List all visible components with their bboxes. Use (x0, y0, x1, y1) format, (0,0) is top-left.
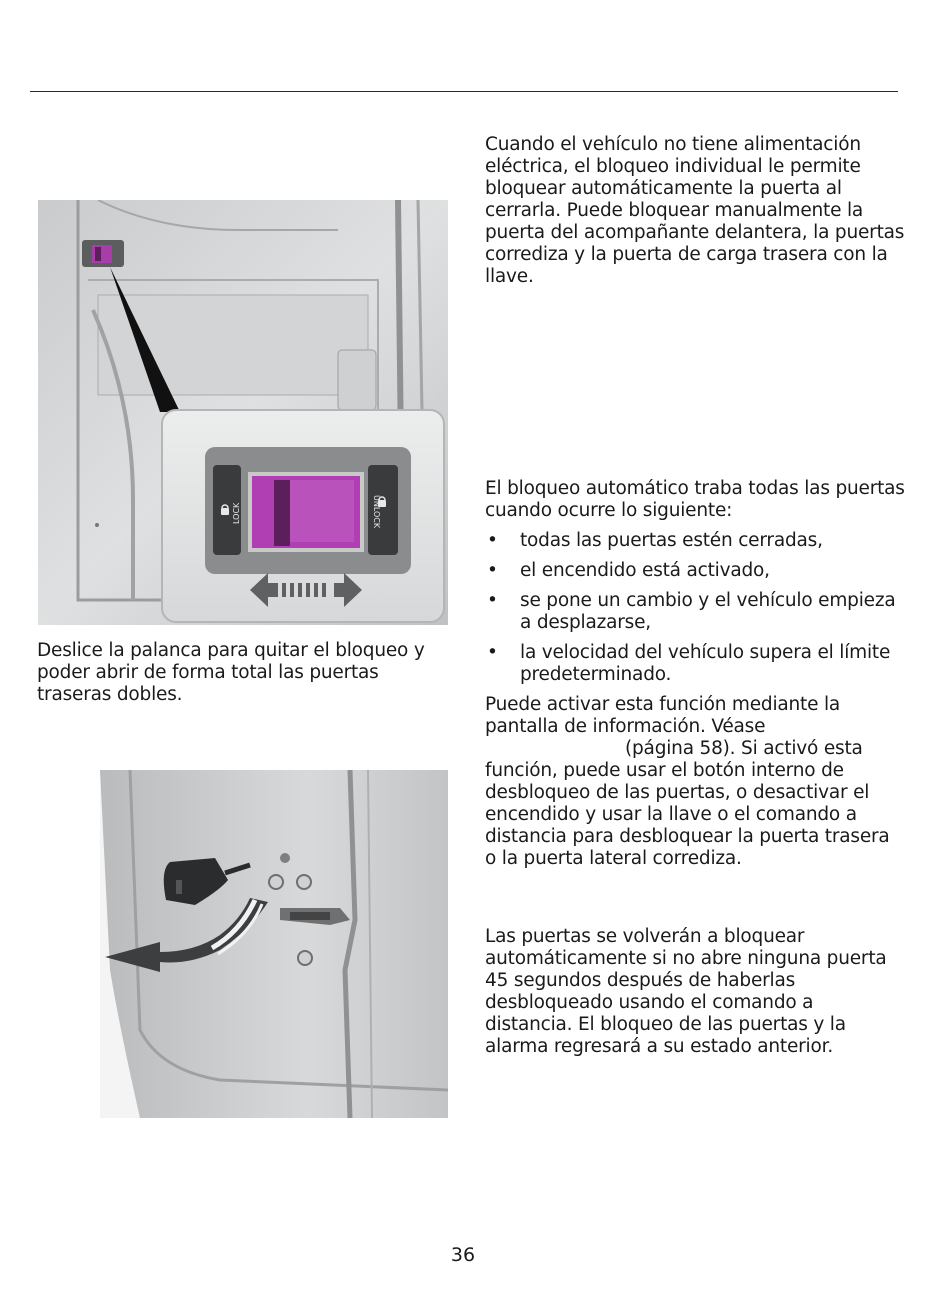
key-in-door-figure (100, 770, 448, 1118)
list-item: • se pone un cambio y el vehículo empieza a desplazarse, (487, 590, 896, 633)
relock-paragraph (485, 926, 905, 1058)
lock-label: LOCK (232, 502, 241, 524)
bullet-icon: • (487, 642, 498, 663)
list-item: • la velocidad del vehículo supera el límite predeterminado. (487, 642, 891, 685)
list-item: • el encendido está activado, (487, 560, 770, 581)
power-off-text: Cuando el vehículo no tiene alimentación eléctrica, el bloqueo individual le permite bloquear automáticamente la puerta al cerrarla. Puede bloquear manualmente la puerta del acompañante delantera, la puertas corrediza y la puerta de carga trasera con la llave. (485, 134, 905, 287)
list-item: • todas las puertas estén cerradas, (487, 530, 823, 551)
bullet-icon: • (487, 530, 498, 551)
unlock-label: UNLOCK (372, 495, 381, 529)
bullet-icon: • (487, 590, 498, 611)
header-rule (30, 91, 898, 92)
caption-text: Deslice la palanca para quitar el bloqueo y poder abrir de forma total las puertas traseras dobles. (37, 640, 425, 705)
auto-lock-intro: El bloqueo automático traba todas las puertas cuando ocurre lo siguiente: (485, 478, 905, 521)
figure-caption (37, 640, 457, 706)
auto-lock-section (485, 478, 905, 870)
activate-paragraph: Puede activar esta función mediante la pantalla de información. Véase (página 58). Si activó esta función, puede usar el botón interno de desbloqueo de las puertas, o desactivar el encendido y usar la llave o el comando a distancia para desbloquear la puerta trasera o la puerta lateral corrediza. (485, 694, 890, 869)
bullet-icon: • (487, 560, 498, 581)
auto-lock-conditions-list (485, 530, 905, 686)
door-lock-switch-figure (38, 200, 448, 625)
relock-text: Las puertas se volverán a bloquear automáticamente si no abre ninguna puerta 45 segundos después de haberlas desbloqueado usando el comando a distancia. El bloqueo de las puertas y la alarma regresará a su estado anterior. (485, 926, 887, 1057)
page-number: 36 (450, 1244, 476, 1266)
power-off-paragraph (485, 134, 905, 288)
